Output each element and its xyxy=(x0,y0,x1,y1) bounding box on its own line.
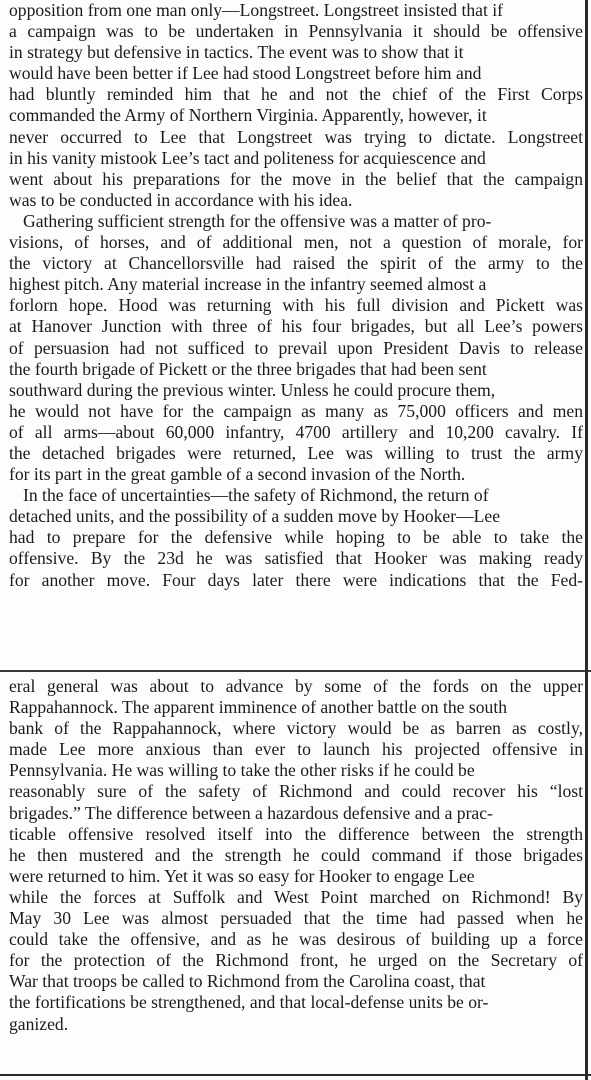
text-line: had bluntly reminded him that he and not the chief of the First Corps xyxy=(9,84,583,105)
text-line: the detached brigades were returned, Lee was willing to trust the army xyxy=(9,442,583,463)
text-line: commanded the Army of Northern Virginia. Apparently, however, it xyxy=(9,105,487,126)
text-line: the fourth brigade of Pickett or the three brigades that had been sent xyxy=(9,358,487,379)
text-line: May 30 Lee was almost persuaded that the time had passed when he xyxy=(9,908,583,929)
text-line: he would not have for the campaign as many as 75,000 officers and men xyxy=(9,400,583,421)
text-line: was to be conducted in accordance with his idea. xyxy=(9,189,353,210)
text-line: would have been better if Lee had stood Longstreet before him and xyxy=(9,63,482,84)
text-line: of persuasion had not sufficed to prevail upon President Davis to release xyxy=(9,337,583,358)
text-line: In the face of uncertainties—the safety of Richmond, the return of xyxy=(23,485,489,506)
text-line: made Lee more anxious than ever to launch his projected offensive in xyxy=(9,739,583,760)
text-line: for its part in the great gamble of a second invasion of the North. xyxy=(9,464,466,485)
text-line: in his vanity mistook Lee’s tact and politeness for acquiescence and xyxy=(9,147,486,168)
text-line: brigades.” The difference between a hazardous defensive and a prac- xyxy=(9,802,493,823)
text-line: had to prepare for the defensive while hoping to be able to take the xyxy=(9,527,583,548)
text-line: were returned to him. Yet it was so easy for Hooker to engage Lee xyxy=(9,865,475,886)
scan-right-border xyxy=(585,0,588,1080)
text-line: War that troops be called to Richmond from the Carolina coast, that xyxy=(9,971,486,992)
text-column-bottom xyxy=(9,676,583,1035)
text-line: visions, of horses, and of additional men, not a question of morale, for xyxy=(9,232,583,253)
text-line: southward during the previous winter. Unless he could procure them, xyxy=(9,379,496,400)
text-line: Rappahannock. The apparent imminence of another battle on the south xyxy=(9,697,508,718)
text-line: ganized. xyxy=(9,1013,69,1034)
text-line: the victory at Chancellorsville had raised the spirit of the army to the xyxy=(9,253,583,274)
text-line: went about his preparations for the move in the belief that the campaign xyxy=(9,168,583,189)
text-column-top xyxy=(9,0,583,591)
text-line: he then mustered and the strength he could command if those brigades xyxy=(9,844,583,865)
text-line: offensive. By the 23d he was satisfied that Hooker was making ready xyxy=(9,548,583,569)
text-line: detached units, and the possibility of a sudden move by Hooker—Lee xyxy=(9,506,501,527)
text-line: Pennsylvania. He was willing to take the other risks if he could be xyxy=(9,760,475,781)
text-line: reasonably sure of the safety of Richmond and could recover his “lost xyxy=(9,781,583,802)
text-line: bank of the Rappahannock, where victory would be as barren as costly, xyxy=(9,718,583,739)
text-line: the fortifications be strengthened, and that local-defense units be or- xyxy=(9,992,489,1013)
text-line: for another move. Four days later there were indications that the Fed- xyxy=(9,569,583,590)
text-line: Gathering sufficient strength for the offensive was a matter of pro- xyxy=(23,210,492,231)
text-line: never occurred to Lee that Longstreet was trying to dictate. Longstreet xyxy=(9,126,583,147)
text-line: of all arms—about 60,000 infantry, 4700 artillery and 10,200 cavalry. If xyxy=(9,421,583,442)
text-line: for the protection of the Richmond front, he urged on the Secretary of xyxy=(9,950,583,971)
text-line: highest pitch. Any material increase in the infantry seemed almost a xyxy=(9,274,487,295)
text-line: a campaign was to be undertaken in Pennsylvania it should be offensive xyxy=(9,21,583,42)
text-line: eral general was about to advance by some of the fords on the upper xyxy=(9,676,583,696)
scan-seam-divider xyxy=(0,670,591,672)
text-line: forlorn hope. Hood was returning with his full division and Pickett was xyxy=(9,295,583,316)
text-line: at Hanover Junction with three of his four brigades, but all Lee’s powers xyxy=(9,316,583,337)
text-line: in strategy but defensive in tactics. The event was to show that it xyxy=(9,42,464,63)
text-line: ticable offensive resolved itself into the difference between the strength xyxy=(9,823,583,844)
scan-bottom-border xyxy=(0,1074,591,1076)
text-line: while the forces at Suffolk and West Point marched on Richmond! By xyxy=(9,886,583,907)
text-line: could take the offensive, and as he was desirous of building up a force xyxy=(9,929,583,950)
text-line: opposition from one man only—Longstreet. Longstreet insisted that if xyxy=(9,0,504,20)
